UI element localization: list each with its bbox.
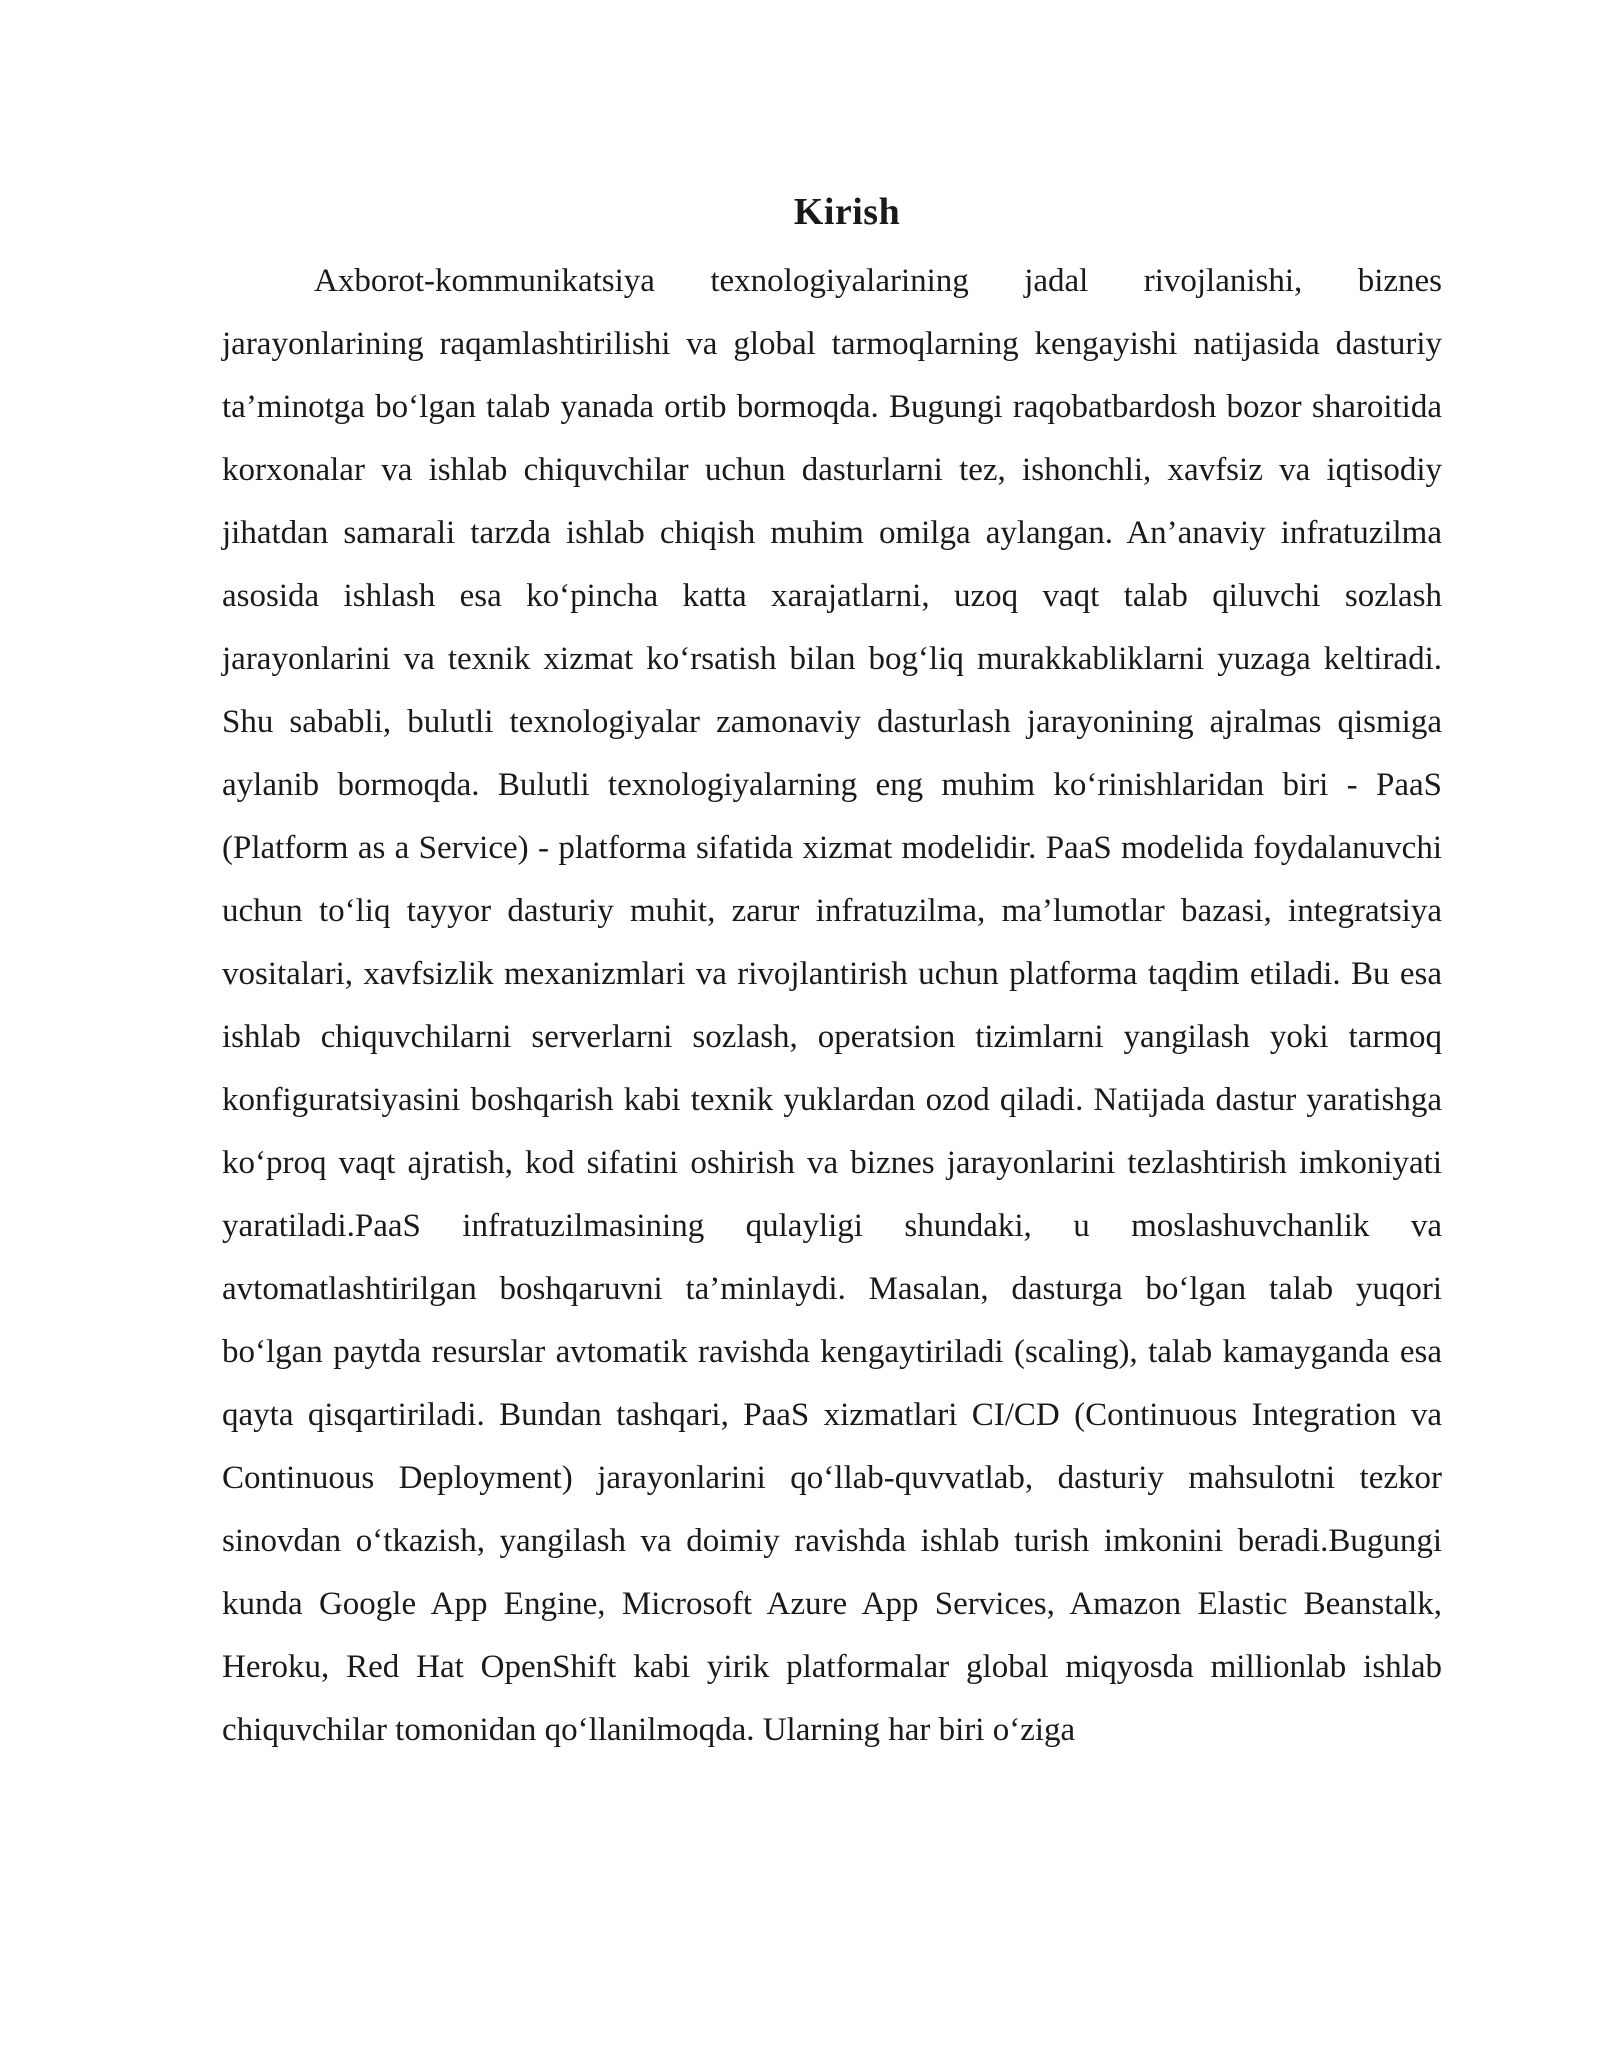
page-title: Kirish: [793, 191, 901, 233]
page-content: [222, 188, 1442, 1762]
body-paragraph: Axborot-kommunikatsiya texnologiyalarining jadal rivojlanishi, biznes jarayonlarining raqamlashtirilishi va global tarmoqlarning kengayishi natijasida dasturiy ta’minotga bo‘lgan talab yanada ortib bormoqda. Bugungi raqobatbardosh bozor sharoitida korxonalar va ishlab chiquvchilar uchun dasturlarni tez, ishonchli, xavfsiz va iqtisodiy jihatdan samarali tarzda ishlab chiqish muhim omilga aylangan. An’anaviy infratuzilma asosida ishlash esa ko‘pincha katta xarajatlarni, uzoq vaqt talab qiluvchi sozlash jarayonlarini va texnik xizmat ko‘rsatish bilan bog‘liq murakkabliklarni yuzaga keltiradi. Shu sababli, bulutli texnologiyalar zamonaviy dasturlash jarayonining ajralmas qismiga aylanib bormoqda. Bulutli texnologiyalarning eng muhim ko‘rinishlaridan biri - PaaS (Platform as a Service) - platforma sifatida xizmat modelidir. PaaS modelida foydalanuvchi uchun to‘liq tayyor dasturiy muhit, zarur infratuzilma, ma’lumotlar bazasi, integratsiya vositalari, xavfsizlik mexanizmlari va rivojlantirish uchun platforma taqdim etiladi. Bu esa ishlab chiquvchilarni serverlarni sozlash, operatsion tizimlarni yangilash yoki tarmoq konfiguratsiyasini boshqarish kabi texnik yuklardan ozod qiladi. Natijada dastur yaratishga ko‘proq vaqt ajratish, kod sifatini oshirish va biznes jarayonlarini tezlashtirish imkoniyati yaratiladi.PaaS infratuzilmasining qulayligi shundaki, u moslashuvchanlik va avtomatlashtirilgan boshqaruvni ta’minlaydi. Masalan, dasturga bo‘lgan talab yuqori bo‘lgan paytda resurslar avtomatik ravishda kengaytiriladi (scaling), talab kamayganda esa qayta qisqartiriladi. Bundan tashqari, PaaS xizmatlari CI/CD (Continuous Integration va Continuous Deployment) jarayonlarini qo‘llab-quvvatlab, dasturiy mahsulotni tezkor sinovdan o‘tkazish, yangilash va doimiy ravishda ishlab turish imkonini beradi.Bugungi kunda Google App Engine, Microsoft Azure App Services, Amazon Elastic Beanstalk, Heroku, Red Hat OpenShift kabi yirik platformalar global miqyosda millionlab ishlab chiquvchilar tomonidan qo‘llanilmoqda. Ularning har biri o‘ziga: [222, 263, 1442, 1748]
